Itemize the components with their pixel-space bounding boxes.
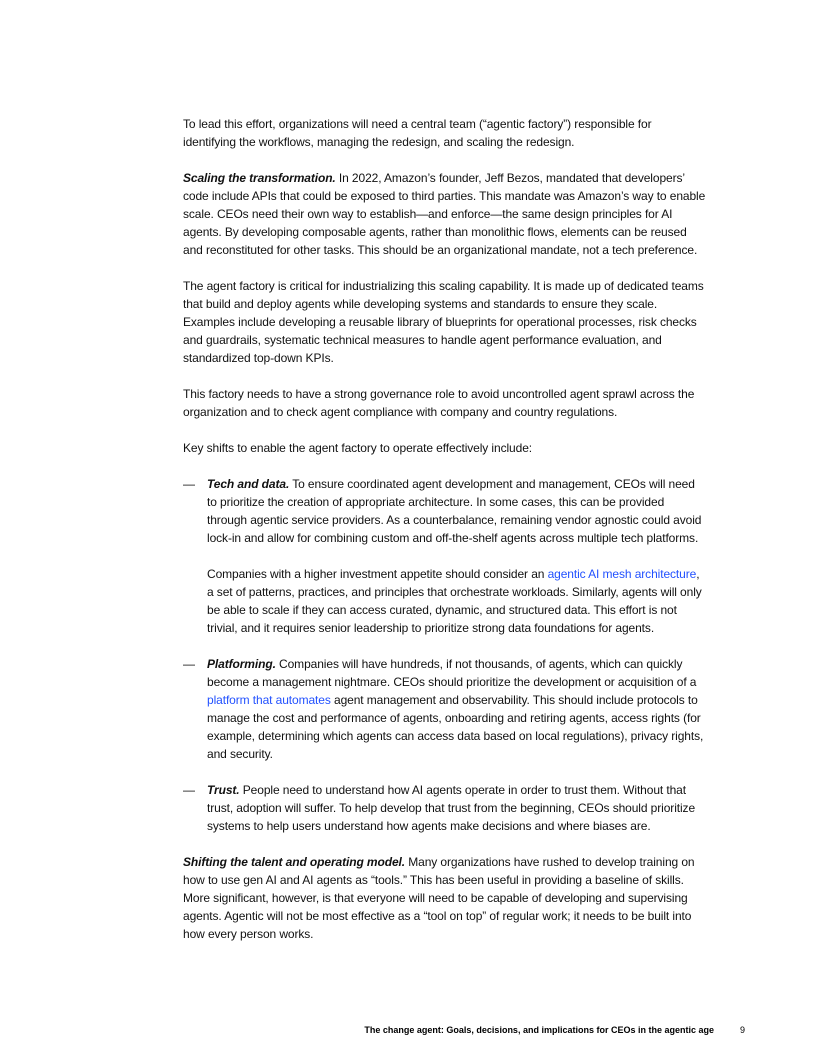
paragraph-agent-factory-critical: The agent factory is critical for industrializing this scaling capability. It is made up of dedicated teams that build and deploy agents while developing systems and standards to ensure they scale. Examples include developing a reusable library of blueprints for operational processes, risk checks and guardrails, systematic technical measures to handle agent performance evaluation, and standardized top-down KPIs.	[183, 279, 704, 365]
link-platform-that-automates[interactable]: platform that automates	[207, 693, 331, 707]
paragraph-scaling-transformation	[183, 169, 707, 259]
footer-report-title: The change agent: Goals, decisions, and implications for CEOs in the agentic age	[364, 1025, 714, 1035]
paragraph-text: To ensure coordinated agent development and management, CEOs will need to prioritize the creation of appropriate architecture. In some cases, this can be provided through agentic service providers. As a counterbalance, remaining vendor agnostic could avoid lock-in and allow for combining custom and off-the-shelf agents across multiple tech platforms.	[207, 477, 702, 545]
paragraph-governance-role: This factory needs to have a strong governance role to avoid uncontrolled agent sprawl across the organization and to check agent compliance with company and country regulations.	[183, 387, 695, 419]
paragraph-text: agent management and observability. This should include protocols to manage the cost and performance of agents, onboarding and retiring agents, access rights (for example, determining which agents can access data based on local regulations), privacy rights, and security.	[207, 693, 704, 761]
paragraph-text: Many organizations have rushed to develop training on how to use gen AI and AI agents as “tools.” This has been useful in providing a baseline of skills. More significant, however, is that everyone will need to be capable of developing and supervising agents. Agentic will not be most effective as a “tool on top” of regular work; it needs to be built into how every person works.	[183, 855, 695, 941]
footer-page-number: 9	[739, 1025, 745, 1035]
paragraph-agentic-mesh	[207, 565, 707, 637]
paragraph-trust	[207, 781, 707, 835]
paragraph-platforming	[207, 655, 707, 763]
list-item-body	[207, 475, 707, 637]
list-item-body	[207, 655, 707, 763]
list-item-platforming	[183, 655, 707, 763]
page-footer	[364, 1024, 745, 1036]
run-in-heading-trust: Trust.	[207, 783, 240, 797]
paragraph-text: , a set of patterns, practices, and principles that orchestrate workloads. Similarly, agents will only be able to scale if they can access curated, dynamic, and structured data. This effort is not trivial, and it requires senior leadership to prioritize strong data foundations for agents.	[207, 567, 702, 635]
paragraph-shifting-talent	[183, 853, 707, 943]
paragraph-agentic-factory-intro: To lead this effort, organizations will need a central team (“agentic factory”) responsible for identifying the workflows, managing the redesign, and scaling the redesign.	[183, 117, 652, 149]
list-item-trust	[183, 781, 707, 835]
run-in-heading-shifting-talent: Shifting the talent and operating model.	[183, 855, 406, 869]
dash-marker: —	[183, 657, 195, 671]
link-agentic-ai-mesh-architecture[interactable]: agentic AI mesh architecture	[547, 567, 697, 581]
list-item-tech-and-data	[183, 475, 707, 637]
dash-marker: —	[183, 477, 195, 491]
paragraph-tech-and-data	[207, 475, 707, 547]
run-in-heading-scaling: Scaling the transformation.	[183, 171, 336, 185]
paragraph-text: People need to understand how AI agents operate in order to trust them. Without that trust, adoption will suffer. To help develop that trust from the beginning, CEOs should prioritize systems to help users understand how agents make decisions and where biases are.	[207, 783, 696, 833]
paragraph-key-shifts: Key shifts to enable the agent factory to operate effectively include:	[183, 441, 532, 455]
dash-marker: —	[183, 783, 195, 797]
page-body	[183, 115, 707, 943]
list-item-body	[207, 781, 707, 835]
paragraph-text: In 2022, Amazon’s founder, Jeff Bezos, mandated that developers’ code include APIs that could be exposed to third parties. This mandate was Amazon’s way to enable scale. CEOs need their own way to establish—and enforce—the same design principles for AI agents. By developing composable agents, rather than monolithic flows, elements can be reused and reconstituted for other tasks. This should be an organizational mandate, not a tech preference.	[183, 171, 706, 257]
paragraph-text: Companies with a higher investment appetite should consider an	[207, 567, 548, 581]
paragraph-text: Companies will have hundreds, if not thousands, of agents, which can quickly become a management nightmare. CEOs should prioritize the development or acquisition of a	[207, 657, 697, 689]
run-in-heading-platforming: Platforming.	[207, 657, 276, 671]
run-in-heading-tech-and-data: Tech and data.	[207, 477, 290, 491]
